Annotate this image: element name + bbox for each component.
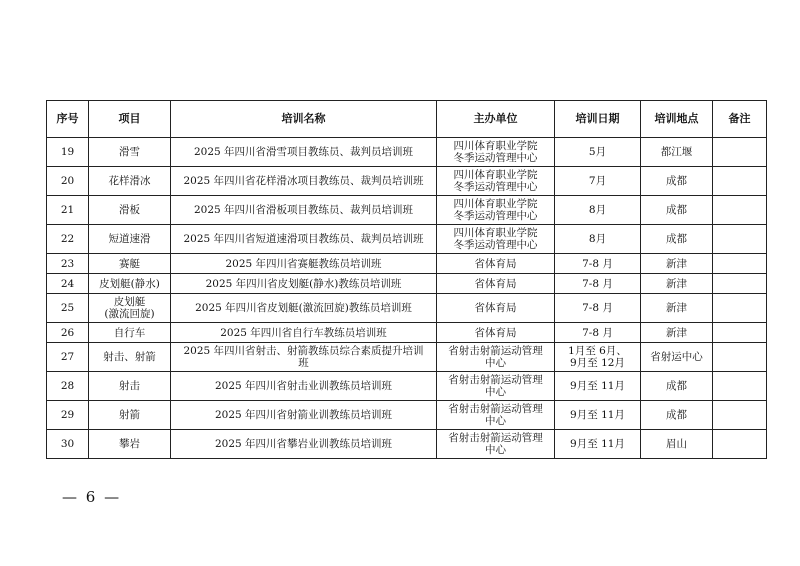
cell-training-name: 2025 年四川省滑板项目教练员、裁判员培训班 [171,196,437,225]
cell-no: 28 [47,372,89,401]
cell-item: 滑雪 [89,138,171,167]
table-row [47,225,767,254]
cell-date: 7-8 月 [555,274,641,294]
training-table [46,100,767,459]
cell-no: 26 [47,323,89,343]
cell-date: 1月至 6月、 9月至 12月 [555,343,641,372]
cell-host: 四川体育职业学院 冬季运动管理中心 [437,167,555,196]
cell-host: 四川体育职业学院 冬季运动管理中心 [437,138,555,167]
cell-training-name: 2025 年四川省攀岩业训教练员培训班 [171,430,437,459]
cell-note [713,274,767,294]
cell-no: 22 [47,225,89,254]
cell-date: 7月 [555,167,641,196]
cell-item: 射箭 [89,401,171,430]
cell-item: 滑板 [89,196,171,225]
cell-training-name: 2025 年四川省射箭业训教练员培训班 [171,401,437,430]
cell-training-name: 2025 年四川省滑雪项目教练员、裁判员培训班 [171,138,437,167]
cell-note [713,196,767,225]
cell-no: 25 [47,294,89,323]
cell-training-name: 2025 年四川省皮划艇(激流回旋)教练员培训班 [171,294,437,323]
table-row [47,430,767,459]
cell-item: 射击 [89,372,171,401]
table-row [47,196,767,225]
cell-training-name: 2025 年四川省赛艇教练员培训班 [171,254,437,274]
cell-item: 皮划艇(静水) [89,274,171,294]
header-no: 序号 [47,101,89,138]
cell-host: 四川体育职业学院 冬季运动管理中心 [437,225,555,254]
cell-training-name: 2025 年四川省射击业训教练员培训班 [171,372,437,401]
table-row [47,401,767,430]
cell-place: 都江堰 [641,138,713,167]
header-host: 主办单位 [437,101,555,138]
cell-note [713,323,767,343]
cell-place: 眉山 [641,430,713,459]
cell-host: 省体育局 [437,274,555,294]
cell-host: 四川体育职业学院 冬季运动管理中心 [437,196,555,225]
cell-date: 8月 [555,196,641,225]
cell-place: 成都 [641,372,713,401]
cell-host: 省体育局 [437,294,555,323]
cell-place: 新津 [641,294,713,323]
cell-note [713,254,767,274]
table-row [47,343,767,372]
cell-place: 成都 [641,196,713,225]
header-date: 培训日期 [555,101,641,138]
cell-host: 省体育局 [437,254,555,274]
cell-note [713,294,767,323]
cell-date: 7-8 月 [555,294,641,323]
header-item: 项目 [89,101,171,138]
header-note: 备注 [713,101,767,138]
cell-no: 21 [47,196,89,225]
table-row [47,323,767,343]
cell-place: 新津 [641,274,713,294]
cell-item: 花样滑冰 [89,167,171,196]
header-name: 培训名称 [171,101,437,138]
cell-training-name: 2025 年四川省皮划艇(静水)教练员培训班 [171,274,437,294]
cell-date: 5月 [555,138,641,167]
cell-training-name: 2025 年四川省射击、射箭教练员综合素质提升培训 班 [171,343,437,372]
cell-date: 9月至 11月 [555,372,641,401]
cell-item: 短道速滑 [89,225,171,254]
table-body [47,138,767,459]
cell-place: 新津 [641,323,713,343]
table-row [47,372,767,401]
cell-note [713,343,767,372]
cell-training-name: 2025 年四川省短道速滑项目教练员、裁判员培训班 [171,225,437,254]
cell-item: 赛艇 [89,254,171,274]
cell-host: 省射击射箭运动管理 中心 [437,343,555,372]
cell-no: 20 [47,167,89,196]
cell-date: 7-8 月 [555,254,641,274]
cell-no: 19 [47,138,89,167]
table-row [47,294,767,323]
table-row [47,167,767,196]
cell-place: 成都 [641,167,713,196]
cell-place: 成都 [641,225,713,254]
cell-training-name: 2025 年四川省花样滑冰项目教练员、裁判员培训班 [171,167,437,196]
cell-date: 8月 [555,225,641,254]
cell-host: 省射击射箭运动管理 中心 [437,372,555,401]
cell-no: 29 [47,401,89,430]
cell-item: 攀岩 [89,430,171,459]
table-row [47,138,767,167]
table-row [47,254,767,274]
cell-no: 30 [47,430,89,459]
cell-item: 自行车 [89,323,171,343]
cell-note [713,167,767,196]
cell-place: 省射运中心 [641,343,713,372]
page-number: — 6 — [62,488,122,506]
cell-item: 皮划艇 (激流回旋) [89,294,171,323]
cell-no: 23 [47,254,89,274]
cell-note [713,401,767,430]
cell-host: 省体育局 [437,323,555,343]
cell-place: 成都 [641,401,713,430]
cell-note [713,138,767,167]
cell-date: 9月至 11月 [555,401,641,430]
cell-note [713,225,767,254]
cell-note [713,430,767,459]
cell-item: 射击、射箭 [89,343,171,372]
cell-date: 9月至 11月 [555,430,641,459]
cell-host: 省射击射箭运动管理 中心 [437,430,555,459]
cell-date: 7-8 月 [555,323,641,343]
header-row [47,101,767,138]
cell-host: 省射击射箭运动管理 中心 [437,401,555,430]
cell-note [713,372,767,401]
cell-no: 24 [47,274,89,294]
cell-place: 新津 [641,254,713,274]
table-row [47,274,767,294]
cell-training-name: 2025 年四川省自行车教练员培训班 [171,323,437,343]
header-place: 培训地点 [641,101,713,138]
cell-no: 27 [47,343,89,372]
